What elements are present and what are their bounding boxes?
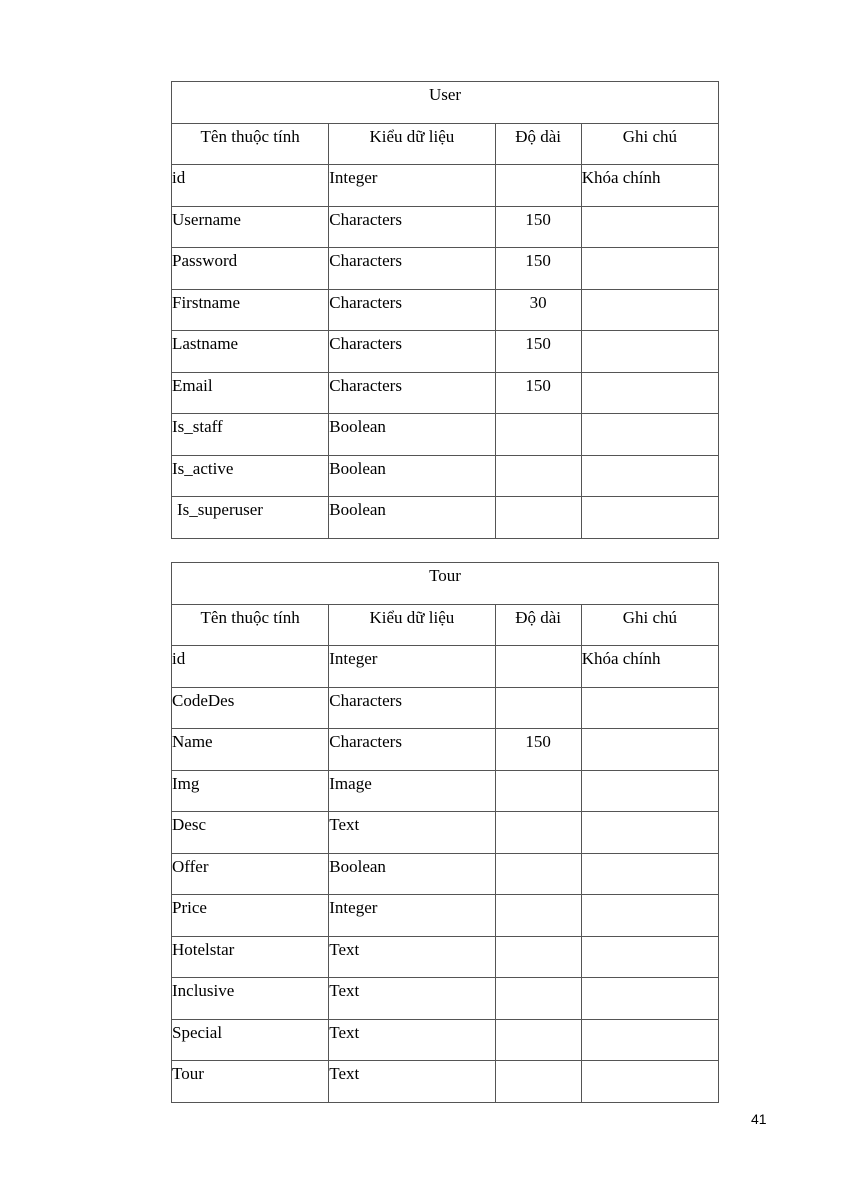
table-row: [172, 895, 719, 937]
page-number: 41: [751, 1111, 767, 1127]
table-row: [172, 497, 719, 539]
cell-attribute-name: Hotelstar: [172, 936, 329, 978]
cell-length: [495, 895, 581, 937]
table-header-row: [172, 604, 719, 646]
cell-data-type: Characters: [329, 206, 495, 248]
cell-length: 30: [495, 289, 581, 331]
cell-data-type: Characters: [329, 289, 495, 331]
table-row: [172, 455, 719, 497]
cell-attribute-name: Is_superuser: [172, 497, 329, 539]
table-row: [172, 853, 719, 895]
table-row: [172, 331, 719, 373]
cell-data-type: Boolean: [329, 455, 495, 497]
tour-table: [171, 562, 719, 1103]
cell-attribute-name: Tour: [172, 1061, 329, 1103]
cell-length: [495, 978, 581, 1020]
table-row: [172, 729, 719, 771]
cell-note: [581, 1061, 718, 1103]
cell-note: [581, 1019, 718, 1061]
column-header-length: Độ dài: [495, 604, 581, 646]
table-row: [172, 248, 719, 290]
column-header-data-type: Kiểu dữ liệu: [329, 604, 495, 646]
cell-data-type: Text: [329, 1061, 495, 1103]
cell-attribute-name: Firstname: [172, 289, 329, 331]
table-row: [172, 1019, 719, 1061]
cell-attribute-name: Offer: [172, 853, 329, 895]
table-row: [172, 165, 719, 207]
cell-note: [581, 331, 718, 373]
cell-data-type: Integer: [329, 895, 495, 937]
table-title: Tour: [172, 563, 719, 605]
cell-length: [495, 812, 581, 854]
table-title: User: [172, 82, 719, 124]
cell-data-type: Boolean: [329, 414, 495, 456]
cell-note: [581, 895, 718, 937]
cell-note: [581, 206, 718, 248]
cell-data-type: Characters: [329, 372, 495, 414]
cell-note: [581, 853, 718, 895]
cell-note: [581, 687, 718, 729]
cell-data-type: Boolean: [329, 853, 495, 895]
table-row: [172, 812, 719, 854]
table-row: [172, 289, 719, 331]
user-table: [171, 81, 719, 539]
cell-attribute-name: Password: [172, 248, 329, 290]
table-row: [172, 770, 719, 812]
cell-length: [495, 1061, 581, 1103]
cell-data-type: Image: [329, 770, 495, 812]
cell-attribute-name: Img: [172, 770, 329, 812]
cell-attribute-name: Lastname: [172, 331, 329, 373]
cell-data-type: Characters: [329, 729, 495, 771]
cell-length: [495, 853, 581, 895]
cell-note: [581, 729, 718, 771]
cell-attribute-name: Is_staff: [172, 414, 329, 456]
cell-note: [581, 372, 718, 414]
cell-length: [495, 936, 581, 978]
cell-data-type: Integer: [329, 165, 495, 207]
cell-attribute-name: Is_active: [172, 455, 329, 497]
column-header-data-type: Kiểu dữ liệu: [329, 123, 495, 165]
table-row: [172, 414, 719, 456]
cell-length: [495, 646, 581, 688]
cell-length: [495, 687, 581, 729]
table-header-row: [172, 123, 719, 165]
table-row: [172, 687, 719, 729]
cell-note: [581, 455, 718, 497]
column-header-attribute-name: Tên thuộc tính: [172, 123, 329, 165]
cell-length: [495, 455, 581, 497]
column-header-length: Độ dài: [495, 123, 581, 165]
cell-note: [581, 248, 718, 290]
cell-note: [581, 978, 718, 1020]
table-row: [172, 936, 719, 978]
cell-note: [581, 414, 718, 456]
table-row: [172, 1061, 719, 1103]
cell-attribute-name: Price: [172, 895, 329, 937]
cell-attribute-name: id: [172, 646, 329, 688]
cell-note: Khóa chính: [581, 646, 718, 688]
cell-data-type: Text: [329, 812, 495, 854]
column-header-note: Ghi chú: [581, 604, 718, 646]
cell-attribute-name: Desc: [172, 812, 329, 854]
cell-data-type: Boolean: [329, 497, 495, 539]
table-title-row: [172, 563, 719, 605]
cell-note: [581, 289, 718, 331]
cell-data-type: Text: [329, 1019, 495, 1061]
cell-length: 150: [495, 372, 581, 414]
cell-attribute-name: id: [172, 165, 329, 207]
cell-note: Khóa chính: [581, 165, 718, 207]
cell-data-type: Characters: [329, 687, 495, 729]
cell-attribute-name: Name: [172, 729, 329, 771]
cell-note: [581, 770, 718, 812]
cell-data-type: Characters: [329, 248, 495, 290]
cell-length: [495, 1019, 581, 1061]
cell-data-type: Characters: [329, 331, 495, 373]
table-row: [172, 978, 719, 1020]
column-header-attribute-name: Tên thuộc tính: [172, 604, 329, 646]
cell-length: 150: [495, 331, 581, 373]
cell-length: [495, 165, 581, 207]
cell-length: [495, 497, 581, 539]
cell-length: 150: [495, 206, 581, 248]
cell-note: [581, 497, 718, 539]
cell-length: 150: [495, 729, 581, 771]
cell-note: [581, 812, 718, 854]
cell-attribute-name: Username: [172, 206, 329, 248]
cell-data-type: Integer: [329, 646, 495, 688]
cell-length: 150: [495, 248, 581, 290]
column-header-note: Ghi chú: [581, 123, 718, 165]
cell-attribute-name: CodeDes: [172, 687, 329, 729]
table-title-row: [172, 82, 719, 124]
cell-length: [495, 770, 581, 812]
cell-attribute-name: Email: [172, 372, 329, 414]
cell-attribute-name: Inclusive: [172, 978, 329, 1020]
cell-note: [581, 936, 718, 978]
cell-attribute-name: Special: [172, 1019, 329, 1061]
table-row: [172, 372, 719, 414]
table-row: [172, 206, 719, 248]
cell-data-type: Text: [329, 978, 495, 1020]
cell-length: [495, 414, 581, 456]
table-row: [172, 646, 719, 688]
cell-data-type: Text: [329, 936, 495, 978]
